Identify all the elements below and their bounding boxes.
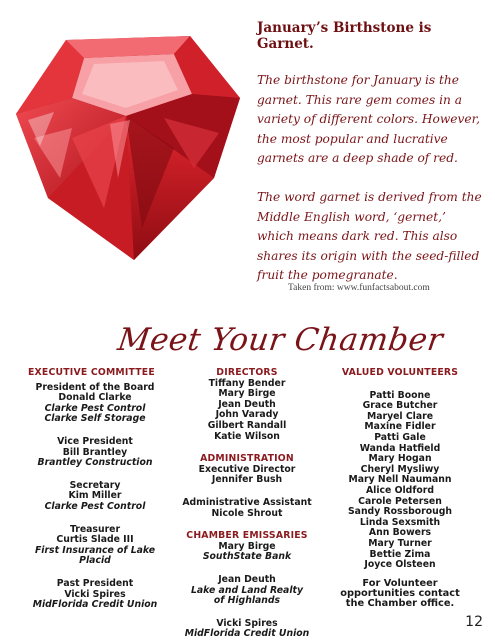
- volunteer-name: Wanda Hatfield: [359, 442, 441, 454]
- officer-role: Past President: [56, 577, 134, 589]
- volunteer-name: Grace Butcher: [362, 400, 438, 412]
- emissary-name: Vicki Spires: [216, 617, 278, 629]
- volunteer-name: Patti Gale: [374, 431, 426, 443]
- volunteer-name: Carole Petersen: [358, 495, 442, 507]
- volunteer-name: Mary Turner: [368, 537, 432, 549]
- birthstone-paragraph: The word garnet is derived from the Middle English word, ‘gernet,’ which means dark red. This also shares its origin with the seed-filled fruit the pomegranate.: [257, 189, 482, 283]
- birthstone-title: January’s Birthstone is Garnet.: [257, 20, 432, 52]
- admin-line: Jennifer Bush: [211, 474, 283, 486]
- officer-company: Placid: [79, 555, 111, 567]
- director-name: Mary Birge: [218, 388, 276, 400]
- director-name: Jean Deuth: [218, 398, 276, 410]
- page-number: 12: [465, 614, 483, 630]
- officer-block: [30, 383, 160, 425]
- admin-line: Executive Director: [198, 463, 296, 475]
- volunteer-name: Bettie Zima: [369, 548, 431, 560]
- officer-company: Clarke Pest Control: [44, 500, 146, 512]
- emissary-name: Jean Deuth: [218, 573, 276, 585]
- emissary-company: MidFlorida Credit Union: [184, 628, 310, 640]
- officer-role: Treasurer: [69, 523, 121, 535]
- officer-company: Clarke Pest Control: [44, 402, 146, 414]
- director-name: Katie Wilson: [214, 430, 280, 442]
- volunteer-name: Sandy Rossborough: [347, 506, 453, 518]
- emissary-name: Mary Birge: [218, 540, 276, 552]
- officer-company: Brantley Construction: [37, 457, 153, 469]
- emissaries-heading: CHAMBER EMISSARIES: [186, 530, 308, 542]
- executive-committee-column: [30, 368, 160, 623]
- director-name: Gilbert Randall: [207, 419, 287, 431]
- volunteer-name: Alice Oldford: [365, 484, 435, 496]
- volunteer-name: Ann Bowers: [368, 527, 432, 539]
- directors-heading: DIRECTORS: [216, 367, 278, 378]
- volunteer-name: Patti Boone: [369, 389, 431, 401]
- director-name: Tiffany Bender: [208, 377, 286, 389]
- officer-name: Curtis Slade III: [56, 534, 134, 546]
- officer-name: Bill Brantley: [62, 446, 128, 458]
- officer-name: Donald Clarke: [58, 392, 132, 404]
- officer-role: Secretary: [69, 479, 121, 491]
- officer-block: [30, 579, 160, 611]
- executive-committee-heading: EXECUTIVE COMMITTEE: [28, 367, 155, 378]
- emissary-company: of Highlands: [213, 595, 281, 607]
- source-credit: Taken from: www.funfactsabout.com: [288, 283, 430, 293]
- volunteer-name: Joyce Olsteen: [364, 559, 436, 571]
- officer-company: Clarke Self Storage: [44, 413, 146, 425]
- emissary-company: SouthState Bank: [202, 551, 292, 563]
- admin-line: Nicole Shrout: [211, 507, 283, 519]
- officer-block: [30, 437, 160, 469]
- garnet-gem-illustration: [14, 28, 242, 264]
- volunteers-heading: VALUED VOLUNTEERS: [341, 367, 459, 378]
- emissary-company: Lake and Land Realty: [190, 584, 304, 596]
- officer-company: First Insurance of Lake: [34, 544, 156, 556]
- director-name: John Varady: [215, 409, 279, 421]
- officer-company: MidFlorida Credit Union: [32, 599, 158, 611]
- meet-your-chamber-title: Meet Your Chamber: [115, 322, 446, 358]
- officer-name: Kim Miller: [68, 490, 122, 502]
- administration-heading: ADMINISTRATION: [200, 453, 294, 465]
- birthstone-paragraph: The birthstone for January is the garnet. This rare gem comes in a variety of different colors. However, the most popular and lucrative garnets are a deep shade of red.: [257, 73, 480, 166]
- volunteer-name: Mary Hogan: [368, 453, 432, 465]
- admin-line: Administrative Assistant: [182, 496, 312, 508]
- birthstone-article: [257, 20, 485, 305]
- volunteers-column: [330, 368, 470, 609]
- volunteer-name: Mary Nell Naumann: [348, 474, 452, 486]
- volunteer-name: Cheryl Mysliwy: [360, 463, 440, 475]
- officer-name: Vicki Spires: [64, 588, 126, 600]
- directors-column: [182, 368, 312, 640]
- officer-block: [30, 525, 160, 567]
- officer-block: [30, 481, 160, 513]
- volunteer-name: Maxine Fidler: [364, 421, 436, 433]
- officer-role: Vice President: [57, 435, 133, 447]
- volunteer-name: Maryel Clare: [366, 410, 434, 422]
- officer-role: President of the Board: [35, 381, 155, 393]
- volunteer-name: Linda Sexsmith: [359, 516, 441, 528]
- volunteer-note: For Volunteer opportunities contact the Chamber office.: [340, 577, 460, 609]
